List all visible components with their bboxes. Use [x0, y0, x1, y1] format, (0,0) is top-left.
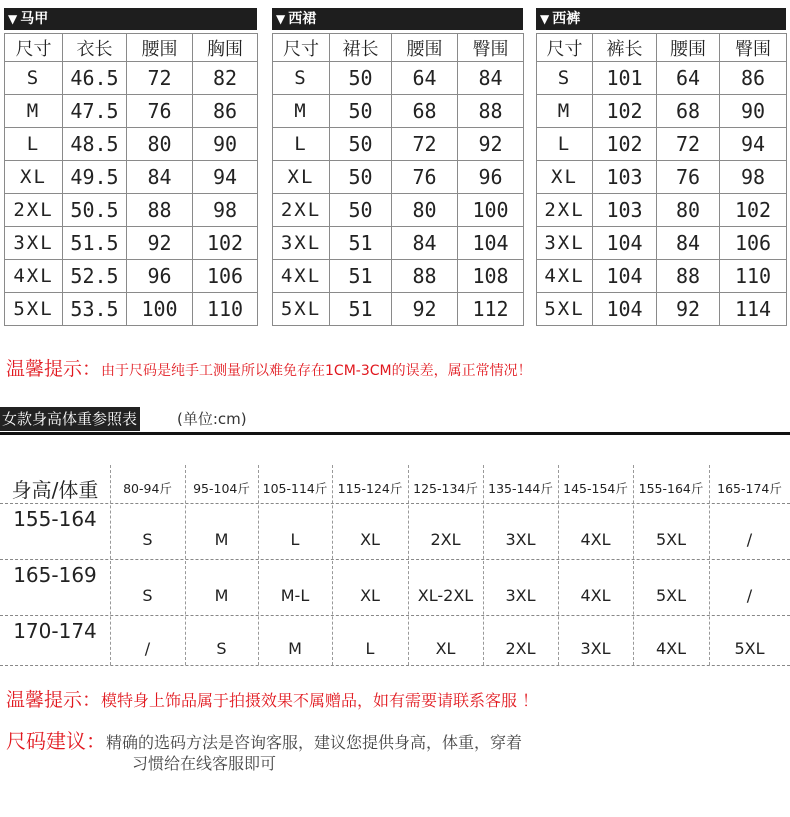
weight-header: 165-174斤 [717, 481, 782, 496]
measurement-cell: 88 [127, 194, 193, 227]
measurement-cell: 104 [593, 260, 657, 293]
measurement-cell: 98 [720, 161, 787, 194]
measurement-cell: 106 [720, 227, 787, 260]
reference-title: 女款身高体重参照表 [0, 407, 140, 431]
table-row [273, 227, 524, 260]
grid-line [0, 559, 790, 560]
measurement-cell: 82 [193, 62, 258, 95]
measurement-cell: 84 [392, 227, 458, 260]
skirt-size-table [272, 8, 523, 326]
table-row [537, 161, 787, 194]
measurement-cell: 104 [593, 227, 657, 260]
column-header: 衣长 [63, 34, 127, 62]
size-label-cell: 4XL [273, 260, 330, 293]
size-cell: 5XL [655, 586, 687, 605]
table-row [537, 227, 787, 260]
size-label-cell: M [537, 95, 593, 128]
table-row [5, 194, 258, 227]
table-row [273, 62, 524, 95]
measurement-cell: 84 [127, 161, 193, 194]
tip-text: 由于尺码是纯手工测量所以难免存在1CM-3CM的误差，属正常情况！ [101, 363, 532, 379]
measurement-cell: 112 [458, 293, 524, 326]
measurement-cell: 72 [392, 128, 458, 161]
measurement-cell: 53.5 [63, 293, 127, 326]
size-label-cell: L [273, 128, 330, 161]
size-advice [6, 725, 522, 754]
measurement-cell: 104 [593, 293, 657, 326]
measurement-cell: 92 [657, 293, 720, 326]
weight-header: 115-124斤 [337, 481, 403, 496]
weight-header: 135-144斤 [488, 481, 553, 496]
table-row [273, 293, 524, 326]
column-header: 腰围 [127, 34, 193, 62]
measurement-cell: 80 [392, 194, 458, 227]
size-cell: M [214, 586, 229, 605]
size-label-cell: XL [273, 161, 330, 194]
measurement-cell: 103 [593, 161, 657, 194]
measurement-cell: 46.5 [63, 62, 127, 95]
size-label-cell: 5XL [5, 293, 63, 326]
measurement-cell: 110 [720, 260, 787, 293]
size-cell: S [142, 530, 153, 549]
column-header: 裙长 [330, 34, 392, 62]
measurement-cell: 96 [458, 161, 524, 194]
accessories-tip [6, 685, 538, 712]
measurement-cell: 108 [458, 260, 524, 293]
size-cell: / [144, 639, 151, 658]
size-label-cell: 3XL [273, 227, 330, 260]
measurement-cell: 102 [593, 128, 657, 161]
triangle-down-icon: ▼ [8, 12, 18, 26]
measurement-cell: 72 [127, 62, 193, 95]
triangle-down-icon: ▼ [276, 12, 286, 26]
measurement-cell: 102 [593, 95, 657, 128]
reference-divider [0, 432, 790, 435]
table-row [273, 161, 524, 194]
size-label-cell: L [5, 128, 63, 161]
measurement-cell: 102 [720, 194, 787, 227]
table-row [537, 194, 787, 227]
advice-text-line1: 精确的选码方法是咨询客服，建议您提供身高，体重，穿着 [106, 733, 523, 752]
grid-line [0, 665, 790, 666]
vest-table-header [4, 8, 257, 30]
size-cell: / [746, 586, 753, 605]
measurement-cell: 94 [720, 128, 787, 161]
column-header: 尺寸 [5, 34, 63, 62]
size-cell: M-L [280, 586, 310, 605]
size-label-cell: 2XL [5, 194, 63, 227]
size-label-cell: 5XL [273, 293, 330, 326]
weight-header: 125-134斤 [413, 481, 478, 496]
measurement-cell: 68 [392, 95, 458, 128]
size-label-cell: 4XL [5, 260, 63, 293]
size-label-cell: 3XL [537, 227, 593, 260]
tip-text: 模特身上饰品属于拍摄效果不属赠品，如有需要请联系客服 ！ [101, 691, 539, 710]
size-label-cell: 5XL [537, 293, 593, 326]
measurement-cell: 51 [330, 293, 392, 326]
measurement-cell: 100 [458, 194, 524, 227]
measurement-cell: 86 [720, 62, 787, 95]
size-cell: L [365, 639, 375, 658]
measurement-cell: 50 [330, 62, 392, 95]
size-cell: 4XL [580, 530, 611, 549]
table-row [5, 293, 258, 326]
measurement-cell: 50.5 [63, 194, 127, 227]
table-row [537, 128, 787, 161]
advice-label: 尺码建议： [6, 729, 106, 753]
measurement-cell: 76 [392, 161, 458, 194]
size-cell: 2XL [505, 639, 536, 658]
measurement-cell: 84 [657, 227, 720, 260]
size-label-cell: 4XL [537, 260, 593, 293]
measurement-cell: 114 [720, 293, 787, 326]
measurement-cell: 47.5 [63, 95, 127, 128]
table-header-row [537, 34, 787, 62]
table-row [537, 260, 787, 293]
measurement-cell: 76 [657, 161, 720, 194]
size-label-cell: M [5, 95, 63, 128]
measurement-cell: 52.5 [63, 260, 127, 293]
column-header: 臀围 [458, 34, 524, 62]
size-cell: S [142, 586, 153, 605]
size-label-cell: L [537, 128, 593, 161]
vest-size-table [4, 8, 257, 326]
measurement-cell: 98 [193, 194, 258, 227]
vest-table-title: 马甲 [20, 11, 49, 27]
measurement-cell: 50 [330, 161, 392, 194]
table-row [273, 194, 524, 227]
measurement-cell: 100 [127, 293, 193, 326]
size-label-cell: XL [537, 161, 593, 194]
size-cell: M [214, 530, 229, 549]
size-cell: 3XL [505, 586, 536, 605]
corner-header: 身高/体重 [11, 478, 99, 502]
measurement-cell: 96 [127, 260, 193, 293]
weight-header: 145-154斤 [563, 481, 628, 496]
column-header: 腰围 [392, 34, 458, 62]
column-header: 尺寸 [273, 34, 330, 62]
measurement-cell: 84 [458, 62, 524, 95]
table-row [5, 62, 258, 95]
height-weight-table [0, 465, 790, 665]
weight-header: 95-104斤 [193, 481, 250, 496]
size-label-cell: 2XL [537, 194, 593, 227]
size-cell: 5XL [734, 639, 765, 658]
trousers-table [536, 33, 787, 326]
table-row [273, 260, 524, 293]
column-header: 臀围 [720, 34, 787, 62]
measurement-cell: 90 [193, 128, 258, 161]
grid-line [0, 503, 790, 504]
grid-line [0, 615, 790, 616]
measurement-cell: 94 [193, 161, 258, 194]
size-cell: XL [360, 586, 380, 605]
measurement-cell: 72 [657, 128, 720, 161]
measurement-cell: 92 [458, 128, 524, 161]
column-header: 尺寸 [537, 34, 593, 62]
size-label-cell: S [537, 62, 593, 95]
measurement-cell: 101 [593, 62, 657, 95]
measurement-cell: 50 [330, 128, 392, 161]
size-cell: 4XL [655, 639, 687, 658]
size-cell: 4XL [580, 586, 611, 605]
weight-header: 105-114斤 [262, 481, 328, 496]
size-cell: L [290, 530, 300, 549]
trousers-table-header [536, 8, 786, 30]
table-row [537, 62, 787, 95]
measurement-cell: 51 [330, 260, 392, 293]
table-row [5, 161, 258, 194]
measurement-cell: 86 [193, 95, 258, 128]
measurement-cell: 102 [193, 227, 258, 260]
size-cell: XL-2XL [417, 586, 474, 605]
triangle-down-icon: ▼ [540, 12, 550, 26]
measurement-cell: 48.5 [63, 128, 127, 161]
table-header-row [273, 34, 524, 62]
advice-text-line2: 习惯给在线客服即可 [132, 754, 277, 773]
size-cell: M [288, 639, 302, 658]
size-label-cell: 3XL [5, 227, 63, 260]
measurement-cell: 50 [330, 95, 392, 128]
measurement-cell: 92 [127, 227, 193, 260]
table-row [273, 95, 524, 128]
measurement-cell: 49.5 [63, 161, 127, 194]
table-row [273, 128, 524, 161]
weight-header: 155-164斤 [638, 481, 704, 496]
size-cell: 2XL [430, 530, 461, 549]
measurement-cell: 92 [392, 293, 458, 326]
table-row [5, 260, 258, 293]
measurement-cell: 110 [193, 293, 258, 326]
reference-unit: (单位:cm) [177, 410, 247, 428]
height-label: 155-164 [13, 507, 97, 531]
size-label-cell: S [273, 62, 330, 95]
measurement-cell: 106 [193, 260, 258, 293]
table-row [537, 95, 787, 128]
measurement-cell: 80 [127, 128, 193, 161]
height-label: 165-169 [13, 563, 97, 587]
tip-label: 温馨提示： [6, 358, 102, 380]
size-cell: 3XL [505, 530, 536, 549]
measurement-cell: 64 [657, 62, 720, 95]
measurement-cell: 50 [330, 194, 392, 227]
size-cell: 3XL [580, 639, 611, 658]
size-cell: / [746, 530, 753, 549]
weight-header: 80-94斤 [123, 481, 172, 496]
measurement-cell: 90 [720, 95, 787, 128]
skirt-table [272, 33, 524, 326]
measurement-cell: 80 [657, 194, 720, 227]
measurement-cell: 51.5 [63, 227, 127, 260]
measurement-cell: 88 [657, 260, 720, 293]
measurement-cell: 64 [392, 62, 458, 95]
size-label-cell: XL [5, 161, 63, 194]
measurement-cell: 104 [458, 227, 524, 260]
column-header: 胸围 [193, 34, 258, 62]
trousers-size-table [536, 8, 786, 326]
height-label: 170-174 [13, 619, 97, 643]
table-row [537, 293, 787, 326]
measurement-tip [6, 354, 532, 381]
column-header: 裤长 [593, 34, 657, 62]
measurement-cell: 76 [127, 95, 193, 128]
table-row [5, 95, 258, 128]
measurement-cell: 51 [330, 227, 392, 260]
measurement-cell: 68 [657, 95, 720, 128]
measurement-cell: 88 [392, 260, 458, 293]
trousers-table-title: 西裤 [552, 11, 581, 27]
size-label-cell: M [273, 95, 330, 128]
skirt-table-header [272, 8, 523, 30]
tip-label: 温馨提示： [6, 689, 102, 711]
size-cell: S [216, 639, 227, 658]
size-cell: 5XL [655, 530, 687, 549]
size-cell: XL [360, 530, 380, 549]
column-header: 腰围 [657, 34, 720, 62]
measurement-cell: 103 [593, 194, 657, 227]
skirt-table-title: 西裙 [288, 11, 317, 27]
size-label-cell: 2XL [273, 194, 330, 227]
table-row [5, 128, 258, 161]
size-label-cell: S [5, 62, 63, 95]
vest-table [4, 33, 258, 326]
table-row [5, 227, 258, 260]
measurement-cell: 88 [458, 95, 524, 128]
size-cell: XL [435, 639, 456, 658]
table-header-row [5, 34, 258, 62]
